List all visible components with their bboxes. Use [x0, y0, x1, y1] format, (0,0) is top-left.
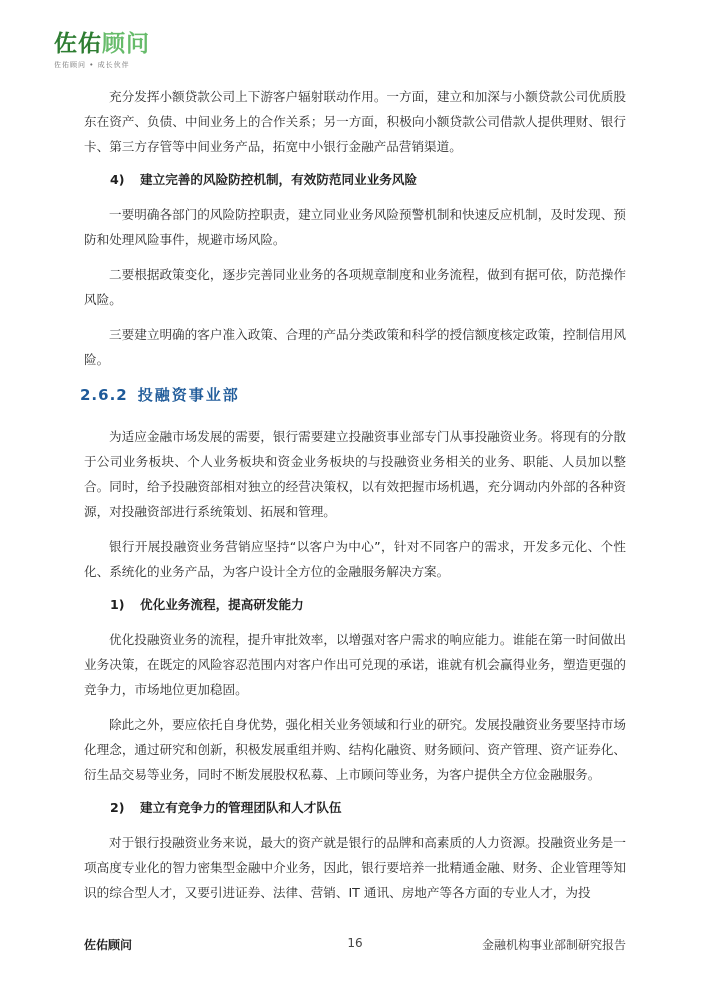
section-number: 2.6.2 — [80, 386, 128, 404]
paragraph: 除此之外，要应依托自身优势，强化相关业务领域和行业的研究。发展投融资业务要坚持市场化理念，通过研究和创新，积极发展重组并购、结构化融资、财务顾问、资产管理、资产证券化、衍生品交易等业务，同时不断发展股权私募、上市顾问等业务，为客户提供全方位金融服务。 — [84, 717, 626, 782]
subheading-number: 2) — [110, 800, 125, 815]
subheading — [84, 797, 626, 819]
subheading — [84, 594, 626, 616]
paragraph: 二要根据政策变化，逐步完善同业业务的各项规章制度和业务流程，做到有据可依，防范操作风险。 — [84, 267, 626, 307]
paragraph: 充分发挥小额贷款公司上下游客户辐射联动作用。一方面，建立和加深与小额贷款公司优质股东在资产、负债、中间业务上的合作关系；另一方面，积极向小额贷款公司借款人提供理财、银行卡、第三方存管等中间业务产品，拓宽中小银行金融产品营销渠道。 — [84, 89, 626, 154]
subheading — [84, 169, 626, 191]
page-number: 16 — [347, 936, 363, 950]
footer-report-title: 金融机构事业部制研究报告 — [481, 938, 626, 952]
company-logo — [54, 30, 150, 70]
logo-mark — [54, 30, 150, 58]
logo-mark-dark: 佐佑 — [54, 31, 102, 57]
footer-company: 佐佑顾问 — [84, 938, 133, 952]
paragraph: 对于银行投融资业务来说，最大的资产就是银行的品牌和高素质的人力资源。投融资业务是一项高度专业化的智力密集型金融中介业务，因此，银行要培养一批精通金融、财务、企业管理等知识的综合型人才，又要引进证券、法律、营销、IT 通讯、房地产等各方面的专业人才，为投 — [84, 835, 626, 900]
page-footer — [84, 934, 626, 958]
subheading-text: 建立有竞争力的管理团队和人才队伍 — [140, 800, 342, 815]
paragraph: 优化投融资业务的流程，提升审批效率，以增强对客户需求的响应能力。谁能在第一时间做出业务决策，在既定的风险容忍范围内对客户作出可兑现的承诺，谁就有机会赢得业务，塑造更强的竞争力，市场地位更加稳固。 — [84, 632, 626, 697]
logo-mark-light: 顾问 — [102, 31, 150, 57]
subheading-text: 建立完善的风险防控机制，有效防范同业业务风险 — [140, 172, 418, 187]
document-body — [80, 84, 626, 915]
logo-tagline: 佐佑顾问 • 成长伙伴 — [54, 61, 130, 69]
subheading-number: 4) — [110, 172, 125, 187]
subheading-number: 1) — [110, 597, 125, 612]
subheading-text: 优化业务流程，提高研发能力 — [140, 597, 304, 612]
paragraph: 一要明确各部门的风险防控职责，建立同业业务风险预警机制和快速反应机制，及时发现、预防和处理风险事件，规避市场风险。 — [84, 207, 626, 247]
section-heading — [80, 382, 626, 408]
section-title: 投融资事业部 — [137, 386, 240, 404]
paragraph: 银行开展投融资业务营销应坚持“以客户为中心”，针对不同客户的需求，开发多元化、个性化、系统化的业务产品，为客户设计全方位的金融服务解决方案。 — [84, 539, 626, 579]
paragraph: 为适应金融市场发展的需要，银行需要建立投融资事业部专门从事投融资业务。将现有的分散于公司业务板块、个人业务板块和资金业务板块的与投融资业务相关的业务、职能、人员加以整合。同时，给予投融资部相对独立的经营决策权，以有效把握市场机遇，充分调动内外部的各种资源，对投融资部进行系统策划、拓展和管理。 — [84, 429, 626, 519]
paragraph: 三要建立明确的客户准入政策、合理的产品分类政策和科学的授信额度核定政策，控制信用风险。 — [84, 327, 626, 367]
